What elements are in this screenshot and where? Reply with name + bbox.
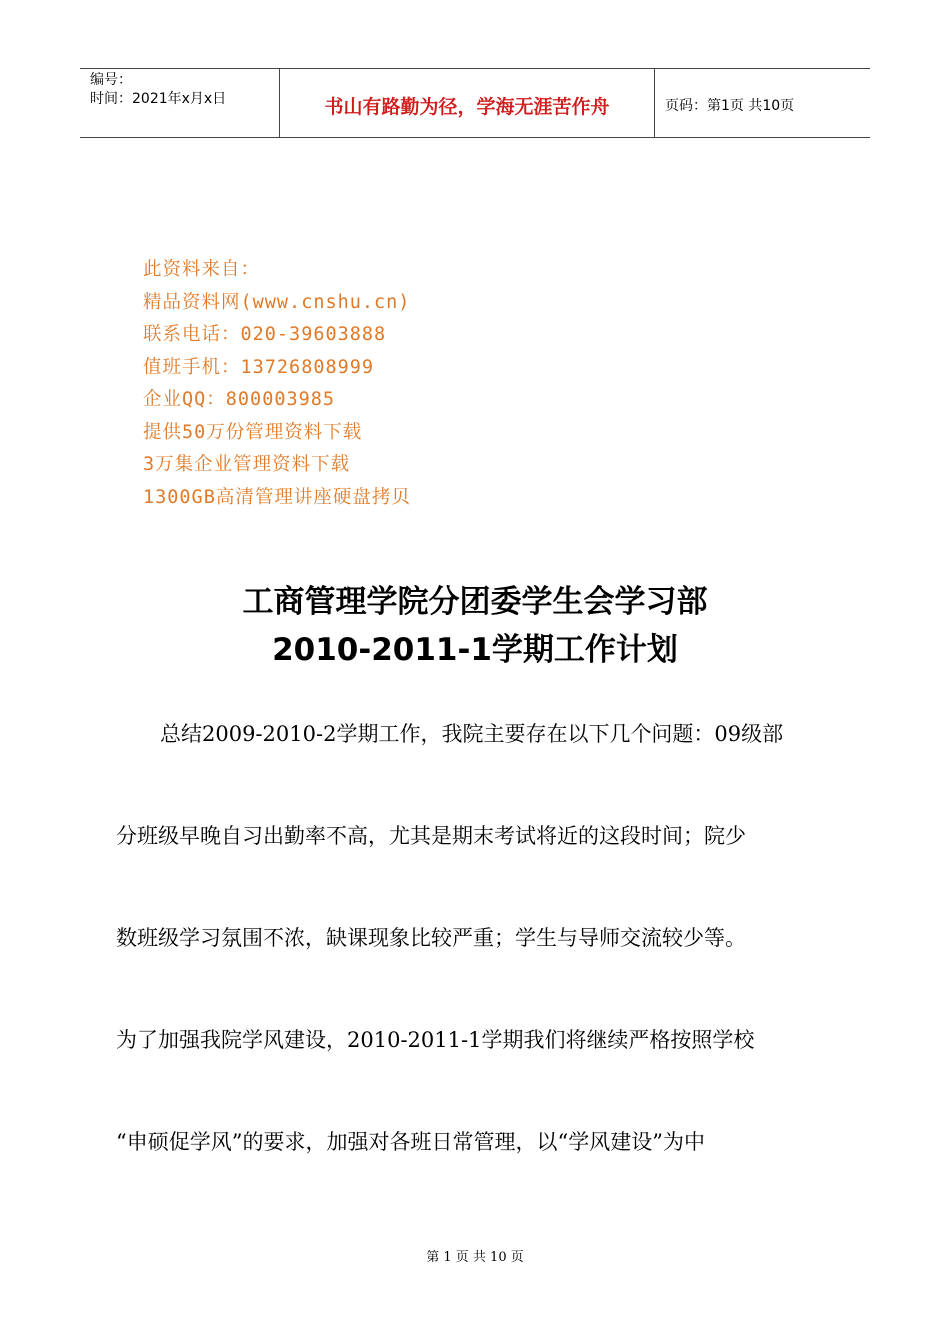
body-line: 为了加强我院学风建设，2010-2011-1学期我们将继续严格按照学校 (116, 1028, 755, 1052)
body-paragraph (116, 712, 806, 1222)
header-number-label: 编号： (90, 72, 132, 88)
document-title (0, 578, 950, 674)
source-info-line: 1300GB高清管理讲座硬盘拷贝 (143, 486, 411, 508)
source-info-block (143, 254, 411, 514)
header-meta-cell (80, 69, 280, 137)
header-motto: 书山有路勤为径，学海无涯苦作舟 (280, 69, 655, 137)
title-line-2: 2010-2011-1学期工作计划 (272, 632, 678, 668)
source-info-line: 3万集企业管理资料下载 (143, 454, 351, 475)
header-page-info: 页码：第1页 共10页 (665, 98, 795, 114)
source-info-line: 提供50万份管理资料下载 (143, 421, 363, 443)
page-footer: 第 1 页 共 10 页 (426, 1250, 524, 1265)
header-time-label: 时间：2021年x月x日 (90, 91, 227, 107)
source-info-line: 精品资料网(www.cnshu.cn) (143, 291, 411, 313)
title-line-1: 工商管理学院分团委学生会学习部 (242, 584, 708, 620)
document-header (80, 68, 870, 138)
body-line: 数班级学习氛围不浓，缺课现象比较严重；学生与导师交流较少等。 (116, 926, 746, 950)
source-info-line: 企业QQ：800003985 (143, 389, 336, 410)
source-info-line: 值班手机：13726808999 (143, 356, 375, 378)
body-line: 总结2009-2010-2学期工作，我院主要存在以下几个问题：09级部 (160, 722, 784, 746)
source-info-line: 联系电话：020-39603888 (143, 324, 387, 345)
body-line: 分班级早晚自习出勤率不高，尤其是期末考试将近的这段时间；院少 (116, 824, 746, 848)
source-info-line: 此资料来自： (143, 259, 261, 280)
body-line: “申硕促学风”的要求，加强对各班日常管理，以“学风建设”为中 (116, 1130, 705, 1154)
